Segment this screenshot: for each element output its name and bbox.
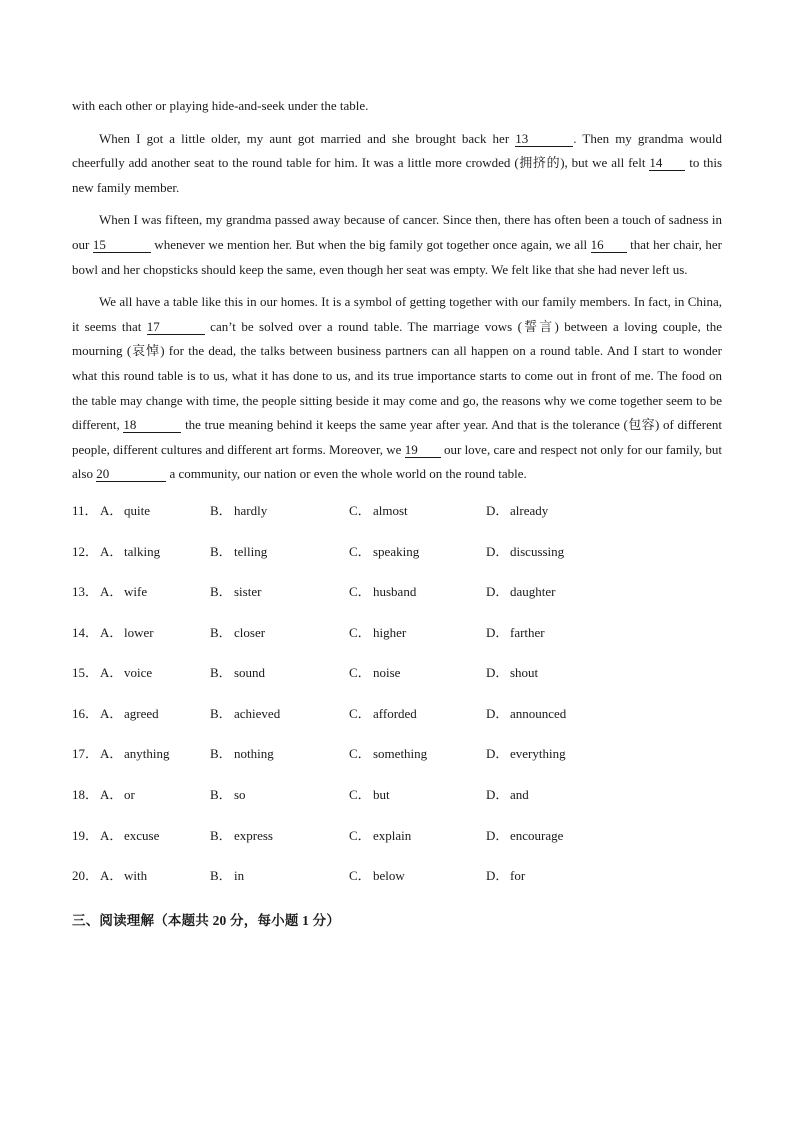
option-a: A． excuse bbox=[100, 827, 160, 843]
passage-text: . Then my grandma would cheerfully add another seat to the round table for him. It was a little more crowded (拥挤的), but we all felt bbox=[72, 130, 722, 171]
passage-text: When I got a little older, my aunt got married and she brought back her bbox=[99, 130, 516, 146]
passage-paragraph-2 bbox=[72, 208, 722, 282]
option-c: C． husband bbox=[349, 584, 417, 600]
passage-text: to this new family member. bbox=[72, 155, 723, 195]
option-b: B． closer bbox=[210, 624, 266, 640]
option-d: D． farther bbox=[486, 624, 545, 640]
passage-text: whenever we mention her. But when the big family got together once again, we all bbox=[150, 236, 591, 252]
passage-text: When I was fifteen, my grandma passed away because of cancer. Since then, there has often been a touch of sadness in our bbox=[72, 212, 722, 252]
question-number: 17． bbox=[72, 746, 99, 762]
question-number: 15． bbox=[72, 665, 99, 681]
blank-17: 17 bbox=[147, 319, 205, 335]
question-number: 18． bbox=[72, 787, 99, 803]
question-row-19 bbox=[72, 826, 722, 867]
option-c: C． something bbox=[349, 746, 428, 762]
option-d: D． everything bbox=[486, 746, 566, 762]
blank-16: 16 bbox=[591, 237, 627, 253]
option-b: B． telling bbox=[210, 543, 268, 559]
option-a: A． quite bbox=[100, 502, 150, 518]
option-c: C． but bbox=[349, 787, 390, 803]
option-c: C． higher bbox=[349, 624, 407, 640]
passage-paragraph-3 bbox=[72, 290, 722, 487]
question-number: 14． bbox=[72, 624, 99, 640]
question-row-20 bbox=[72, 866, 722, 907]
option-a: A． or bbox=[100, 787, 135, 803]
passage-text: a community, our nation or even the whole world on the round table. bbox=[166, 466, 527, 482]
question-number: 20． bbox=[72, 868, 99, 884]
passage-paragraph-1 bbox=[72, 127, 722, 201]
blank-18: 18 bbox=[123, 417, 181, 433]
option-b: B． hardly bbox=[210, 502, 268, 518]
question-number: 19． bbox=[72, 827, 99, 843]
question-row-12 bbox=[72, 542, 722, 583]
option-a: A． lower bbox=[100, 624, 154, 640]
option-a: A． talking bbox=[100, 543, 161, 559]
blank-20: 20 bbox=[96, 466, 166, 482]
passage-text: our love, care and respect not only for our family, but also bbox=[72, 441, 722, 482]
question-row-13 bbox=[72, 582, 722, 623]
option-d: D． encourage bbox=[486, 827, 564, 843]
option-b: B． nothing bbox=[210, 746, 274, 762]
blank-13: 13 bbox=[515, 131, 573, 147]
question-number: 12． bbox=[72, 543, 99, 559]
option-c: C． explain bbox=[349, 827, 412, 843]
blank-19: 19 bbox=[405, 442, 441, 458]
question-row-17 bbox=[72, 744, 722, 785]
answer-options bbox=[72, 501, 722, 907]
option-c: C． speaking bbox=[349, 543, 420, 559]
passage-text: with each other or playing hide-and-seek under the table. bbox=[72, 98, 369, 113]
option-a: A． agreed bbox=[100, 705, 159, 721]
option-a: A． with bbox=[100, 868, 148, 884]
passage-text: can’t be solved over a round table. The marriage vows (誓言) between a loving couple, the mourning (哀悼) for the dead, the talks between business partners can all happen on a round table. And I start to wonder what this round table is to us, what it has done to us, and its true importance starts to come out in front of me. The food on the table may change with time, the people sitting beside it may come and go, the reasons why we come together seem to be different, bbox=[72, 318, 722, 433]
option-b: B． so bbox=[210, 787, 246, 803]
option-c: C． noise bbox=[349, 665, 401, 681]
blank-15: 15 bbox=[93, 237, 151, 253]
question-row-16 bbox=[72, 704, 722, 745]
option-b: B． in bbox=[210, 868, 245, 884]
option-a: A． wife bbox=[100, 584, 148, 600]
question-number: 11． bbox=[72, 502, 98, 518]
question-row-11 bbox=[72, 501, 722, 542]
option-c: C． almost bbox=[349, 502, 408, 518]
option-d: D． already bbox=[486, 502, 549, 518]
option-a: A． anything bbox=[100, 746, 170, 762]
blank-14: 14 bbox=[649, 155, 685, 171]
option-b: B． sister bbox=[210, 584, 262, 600]
option-d: D． discussing bbox=[486, 543, 565, 559]
option-d: D． and bbox=[486, 787, 529, 803]
option-a: A． voice bbox=[100, 665, 153, 681]
option-d: D． announced bbox=[486, 705, 567, 721]
section-heading: 三、阅读理解（本题共 20 分，每小题 1 分） bbox=[72, 912, 341, 928]
option-c: C． afforded bbox=[349, 705, 417, 721]
question-row-15 bbox=[72, 663, 722, 704]
question-number: 16． bbox=[72, 705, 99, 721]
exam-page bbox=[72, 94, 722, 929]
passage-paragraph-0 bbox=[72, 94, 722, 119]
option-b: B． achieved bbox=[210, 705, 281, 721]
passage-text: that her chair, her bowl and her chopsticks should keep the same, even though her seat was empty. We felt like that she had never left us. bbox=[72, 236, 723, 277]
option-d: D． daughter bbox=[486, 584, 556, 600]
option-d: D． for bbox=[486, 868, 526, 884]
option-d: D． shout bbox=[486, 665, 539, 681]
option-c: C． below bbox=[349, 868, 405, 884]
passage-text: the true meaning behind it keeps the same year after year. And that is the tolerance (包容) of different people, different cultures and different art forms. Moreover, we bbox=[72, 417, 722, 457]
question-row-18 bbox=[72, 785, 722, 826]
question-number: 13． bbox=[72, 584, 99, 600]
option-b: B． express bbox=[210, 827, 273, 843]
question-row-14 bbox=[72, 623, 722, 664]
passage-text: We all have a table like this in our homes. It is a symbol of getting together with our family members. In fact, in China, it seems that bbox=[72, 294, 722, 334]
option-b: B． sound bbox=[210, 665, 266, 681]
